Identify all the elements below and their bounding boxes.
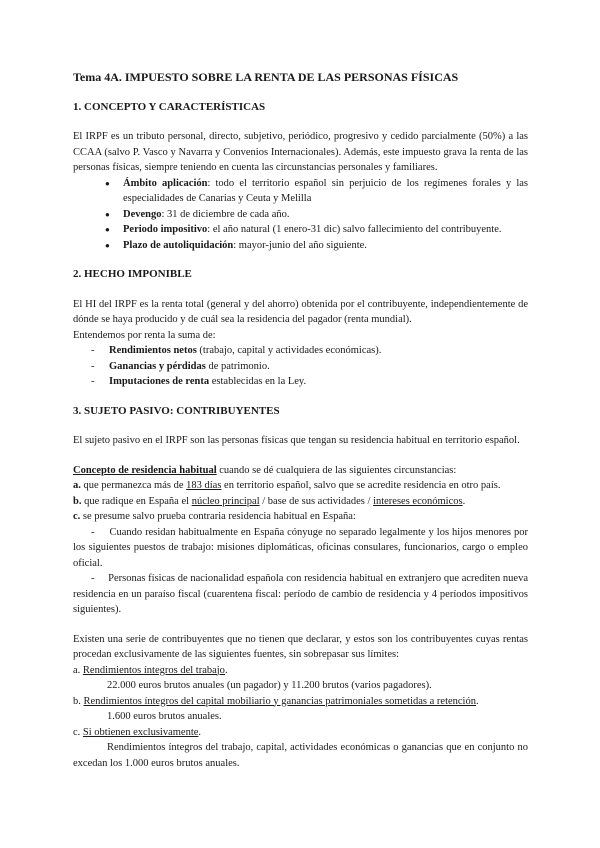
section-2-dash-list (73, 343, 528, 390)
exempt-item-b: b. Rendimientos íntegros del capital mobiliario y ganancias patrimoniales sometidas a retención. (73, 695, 479, 707)
exempt-item-label: Rendimientos íntegros del trabajo (82, 664, 225, 676)
item-letter: b. (73, 495, 82, 507)
item-text: en territorio español, salvo que se acredite residencia en otro país. (221, 480, 501, 491)
bullet-text: : mayor-junio del año siguiente. (233, 239, 367, 251)
item-letter: b. (73, 695, 81, 707)
renta-item-label: Imputaciones de renta (109, 376, 210, 387)
residencia-item-a (73, 478, 528, 494)
bullet-text: : todo el territorio español sin perjuicio de los regímenes forales y las especialidades de Canarias y Ceuta y Melilla (123, 177, 528, 204)
item-letter: a. (73, 664, 81, 676)
bullet-periodo (105, 222, 528, 238)
item-letter: a. (73, 480, 81, 491)
bullet-label: Devengo (123, 208, 162, 220)
bullet-label: Ámbito aplicación (123, 177, 208, 189)
item-text: Rendimientos íntegros del trabajo, capital, actividades económicas o ganancias que en conjunto no excedan los 1.000 euros brutos anuales. (73, 742, 528, 769)
dash-text: Personas físicas de nacionalidad española con residencia habitual en extranjero que acrediten nueva residencia en un paraíso fiscal (cuarentena fiscal: período de cambio de residencia y 4 períodos impositivos siguientes). (73, 573, 528, 615)
item-nucleo: núcleo principal (191, 495, 260, 507)
residencia-item-b (73, 494, 528, 510)
document-title: Tema 4A. IMPUESTO SOBRE LA RENTA DE LAS PERSONAS FÍSICAS (73, 70, 459, 84)
section-1-intro: El IRPF es un tributo personal, directo, subjetivo, periódico, progresivo y cedido parcialmente (50%) a las CCAA (salvo P. Vasco y Navarra y Convenios Internacionales). Además, este impuesto grava la renta de las personas físicas, siempre teniendo en cuenta las circunstancias personales y familiares. (73, 131, 528, 173)
bullet-label: Plazo de autoliquidación (123, 239, 234, 251)
renta-item-text: (trabajo, capital y actividades económicas). (196, 345, 382, 356)
section-2-lead: Entendemos por renta la suma de: (73, 329, 216, 341)
residencia-concept (73, 463, 528, 479)
item-days: 183 días (186, 480, 222, 491)
exempt-item-a-value: 22.000 euros brutos anuales (un pagador) y 11.200 brutos (varios pagadores). (107, 680, 432, 691)
residencia-c-dash-2: - Personas físicas de nacionalidad española con residencia habitual en extranjero que acrediten nueva residencia en un paraíso fiscal (cuarentena fiscal: período de cambio de residencia y 4 períodos impositivos siguientes). (73, 573, 528, 615)
exempt-item-c-value (73, 740, 528, 771)
exempt-item-label: Si obtienen exclusivamente (82, 726, 199, 738)
section-2-intro: El HI del IRPF es la renta total (general y del ahorro) obtenida por el contribuyente, independientemente de dónde se haya producido y de cuál sea la residencia del pagador (renta mundial). (73, 298, 528, 325)
section-1-bullet-list (73, 176, 528, 254)
item-text: / base de sus actividades / (259, 495, 374, 507)
bullet-devengo (105, 207, 528, 223)
bullet-ambito (105, 176, 528, 207)
item-text: . (462, 495, 466, 507)
dash-text: Cuando residan habitualmente en España cónyuge no separado legalmente y los hijos menores por los siguientes puestos de trabajo: misiones diplomáticas, oficinas consulares, funcionarios, cargo o empleo oficial. (73, 526, 528, 569)
item-text: que radique en España el (81, 495, 192, 507)
section-3-intro: El sujeto pasivo en el IRPF son las personas físicas que tengan su residencia habitual en territorio español. (73, 435, 520, 446)
exempt-item-label: Rendimientos íntegros del capital mobiliario y ganancias patrimoniales sometidas a retención (83, 695, 476, 707)
section-heading-sujeto-pasivo: 3. SUJETO PASIVO: CONTRIBUYENTES (73, 404, 280, 417)
renta-item-ganancias (91, 359, 528, 375)
renta-item-rendimientos (91, 343, 528, 359)
bullet-text: : el año natural (1 enero-31 dic) salvo fallecimiento del contribuyente. (207, 224, 502, 235)
item-letter: c. (73, 726, 81, 738)
item-letter: c. (73, 511, 81, 522)
residencia-c-dash-1: - Cuando residan habitualmente en España cónyuge no separado legalmente y los hijos menores por los siguientes puestos de trabajo: misiones diplomáticas, oficinas consulares, funcionarios, cargo o empleo oficial. (73, 526, 528, 569)
section-heading-concepto: 1. CONCEPTO Y CARACTERÍSTICAS (73, 100, 266, 113)
exempt-item-b-value: 1.600 euros brutos anuales. (107, 711, 222, 722)
item-text: que permanezca más de (80, 480, 187, 491)
section-heading-hecho-imponible: 2. HECHO IMPONIBLE (73, 268, 192, 280)
exempt-intro: Existen una serie de contribuyentes que no tienen que declarar, y estos son los contribuyentes cuyas rentas procedan exclusivamente de las siguientes fuentes, sin sobrepasar sus límites: (73, 633, 528, 660)
residencia-concept-text: cuando se dé cualquiera de las siguientes circunstancias: (216, 464, 457, 476)
item-text: se presume salvo prueba contraria residencia habitual en España: (80, 511, 356, 522)
exempt-item-c: c. Si obtienen exclusivamente. (73, 726, 202, 738)
renta-item-imputaciones (91, 374, 528, 390)
item-intereses: intereses económicos (373, 495, 463, 507)
renta-item-label: Rendimientos netos (109, 345, 197, 356)
residencia-concept-label: Concepto de residencia habitual (73, 464, 217, 476)
bullet-text: : 31 de diciembre de cada año. (161, 208, 290, 220)
renta-item-label: Ganancias y pérdidas (109, 360, 206, 372)
renta-item-text: de patrimonio. (205, 360, 270, 372)
residencia-item-c (73, 509, 528, 525)
renta-item-text: establecidas en la Ley. (209, 376, 307, 387)
bullet-label: Periodo impositivo (123, 224, 208, 235)
bullet-plazo (105, 238, 528, 254)
exempt-item-a: a. Rendimientos íntegros del trabajo. (73, 664, 228, 676)
